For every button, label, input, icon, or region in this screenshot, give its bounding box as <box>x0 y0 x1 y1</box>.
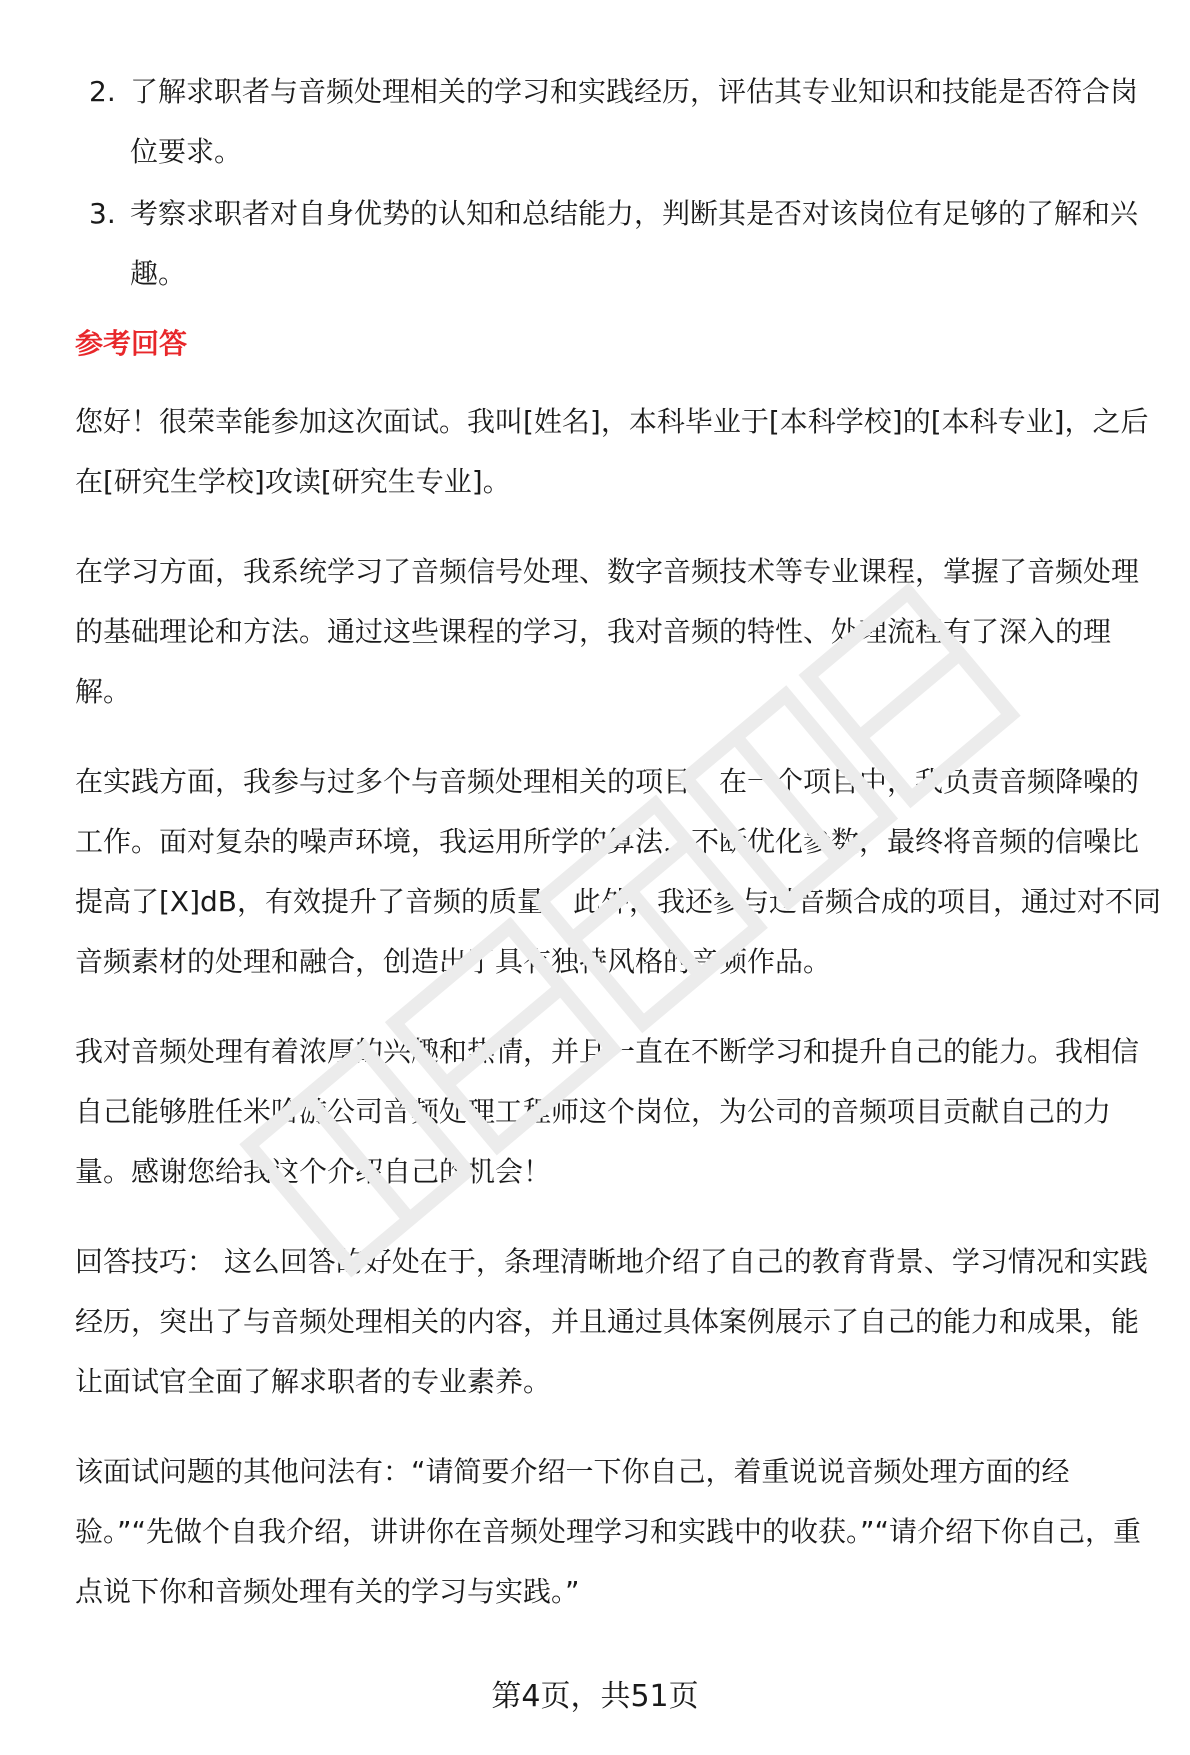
list-item <box>75 184 1165 304</box>
paragraph-tips: 回答技巧： 这么回答的好处在于，条理清晰地介绍了自己的教育背景、学习情况和实践经历，突出了与音频处理相关的内容，并且通过具体案例展示了自己的能力和成果，能让面试官全面了解求职者的专业素养。 <box>75 1245 1148 1398</box>
paragraph-study: 在学习方面，我系统学习了音频信号处理、数字音频技术等专业课程，掌握了音频处理的基础理论和方法。通过这些课程的学习，我对音频的特性、处理流程有了深入的理解。 <box>75 555 1140 708</box>
criteria-list <box>75 62 1165 304</box>
paragraph-practice: 在实践方面，我参与过多个与音频处理相关的项目。在一个项目中，我负责音频降噪的工作。面对复杂的噪声环境，我运用所学的算法，不断优化参数，最终将音频的信噪比提高了[X]dB，有效提升了音频的质量。此外，我还参与过音频合成的项目，通过对不同音频素材的处理和融合，创造出了具有独特风格的音频作品。 <box>75 765 1162 978</box>
list-number: 3. <box>89 197 116 230</box>
paragraph-alternatives: 该面试问题的其他问法有：“请简要介绍一下你自己，着重说说音频处理方面的经验。”“先做个自我介绍，讲讲你在音频处理学习和实践中的收获。”“请介绍下你自己，重点说下你和音频处理有关的学习与实践。” <box>75 1455 1142 1608</box>
paragraph-intro: 您好！很荣幸能参加这次面试。我叫[姓名]，本科毕业于[本科学校]的[本科专业]，之后在[研究生学校]攻读[研究生专业]。 <box>75 405 1149 498</box>
document-page <box>75 62 1165 1652</box>
list-item <box>75 62 1165 182</box>
section-heading: 参考回答 <box>75 327 188 360</box>
list-item-text: 了解求职者与音频处理相关的学习和实践经历，评估其专业知识和技能是否符合岗位要求。 <box>130 75 1139 168</box>
paragraph-closing: 我对音频处理有着浓厚的兴趣和热情，并且一直在不断学习和提升自己的能力。我相信自己能够胜任米哈游公司音频处理工程师这个岗位，为公司的音频项目贡献自己的力量。感谢您给我这个介绍自己的机会！ <box>75 1035 1140 1188</box>
list-number: 2. <box>89 75 116 108</box>
list-item-text: 考察求职者对自身优势的认知和总结能力，判断其是否对该岗位有足够的了解和兴趣。 <box>130 197 1139 290</box>
page-number: 第4页，共51页 <box>491 1679 699 1714</box>
